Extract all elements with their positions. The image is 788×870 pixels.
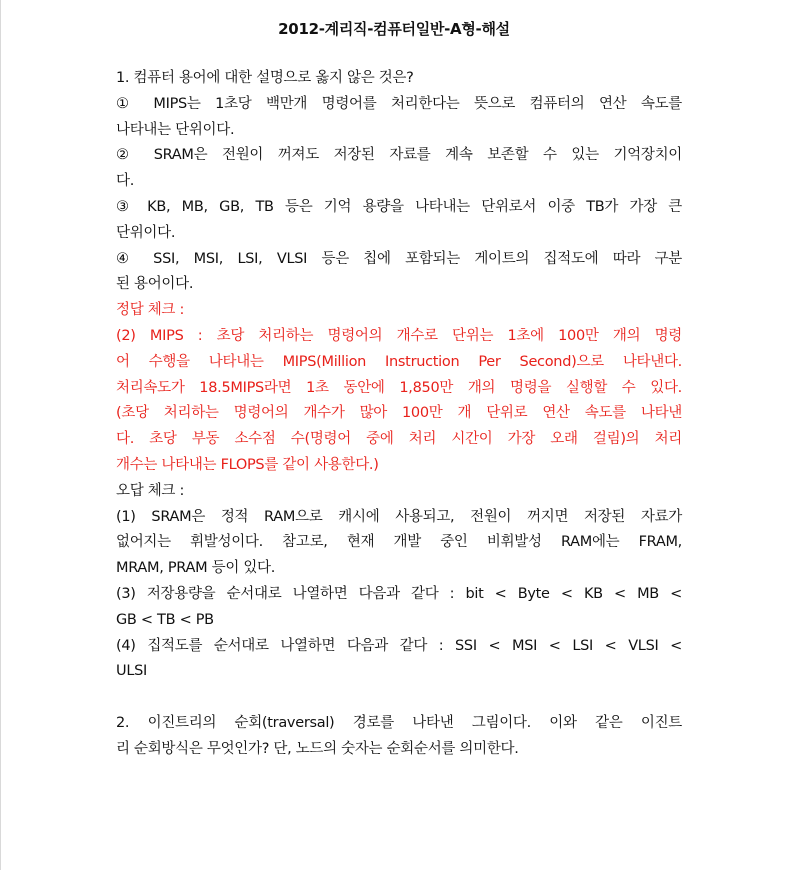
choice-4-line-2: 된 용어이다.	[116, 276, 194, 293]
choice-4-line-1: ④ SSI, MSI, LSI, VLSI 등은 칩에 포함되는 게이트의 집적도에 따라 구분	[116, 250, 682, 267]
question-1-stem: 1. 컴퓨터 용어에 대한 설명으로 옳지 않은 것은?	[116, 70, 414, 86]
choice-1-line-2: 나타내는 단위이다.	[116, 121, 235, 138]
wrong-heading: 오답 체크 :	[116, 482, 185, 499]
wrong-line-1: (1) SRAM은 정적 RAM으로 캐시에 사용되고, 전원이 꺼지면 저장된 자료가	[116, 508, 682, 525]
choice-1-line-1: ① MIPS는 1초당 백만개 명령어를 처리한다는 뜻으로 컴퓨터의 연산 속도를	[116, 95, 682, 112]
wrong-line-6: (4) 집적도를 순서대로 나열하면 다음과 같다 : SSI < MSI < LSI < VLSI <	[116, 637, 682, 654]
wrong-line-5: GB < TB < PB	[116, 611, 214, 628]
page-edge	[0, 0, 1, 870]
answer-line-1: (2) MIPS : 초당 처리하는 명령어의 개수로 단위는 1초에 100만 개의 명령	[116, 327, 682, 344]
document-body	[116, 66, 682, 763]
wrong-line-4: (3) 저장용량을 순서대로 나열하면 다음과 같다 : bit < Byte < KB < MB <	[116, 585, 682, 602]
choice-3-line-1: ③ KB, MB, GB, TB 등은 기억 용량을 나타내는 단위로서 이중 TB가 가장 큰	[116, 198, 682, 215]
question-2-line-1: 2. 이진트리의 순회(traversal) 경로를 나타낸 그림이다. 이와 같은 이진트	[116, 714, 682, 731]
answer-line-5: 다. 초당 부동 소수점 수(명령어 중에 처리 시간이 가장 오래 걸림)의 처리	[116, 431, 682, 448]
answer-line-6: 개수는 나타내는 FLOPS를 같이 사용한다.)	[116, 456, 379, 473]
question-2-line-2: 리 순회방식은 무엇인가? 단, 노드의 숫자는 순회순서를 의미한다.	[116, 740, 519, 757]
wrong-line-7: ULSI	[116, 663, 147, 680]
answer-line-4: (초당 처리하는 명령어의 개수가 많아 100만 개 단위로 연산 속도를 나타낸	[116, 405, 682, 422]
answer-line-3: 처리속도가 18.5MIPS라면 1초 동안에 1,850만 개의 명령을 실행할 수 있다.	[116, 379, 682, 396]
choice-2-line-2: 다.	[116, 173, 135, 190]
answer-heading: 정답 체크 :	[116, 302, 185, 319]
document-title: 2012-계리직-컴퓨터일반-A형-해설	[278, 20, 510, 38]
choice-2-line-1: ② SRAM은 전원이 꺼져도 저장된 자료를 계속 보존할 수 있는 기억장치이	[116, 147, 682, 164]
answer-line-2: 어 수행을 나타내는 MIPS(Million Instruction Per Second)으로 나타낸다.	[116, 353, 682, 370]
section-gap	[116, 685, 682, 711]
choice-3-line-2: 단위이다.	[116, 224, 176, 241]
wrong-line-3: MRAM, PRAM 등이 있다.	[116, 560, 276, 577]
wrong-line-2: 없어지는 휘발성이다. 참고로, 현재 개발 중인 비휘발성 RAM에는 FRAM,	[116, 534, 682, 551]
